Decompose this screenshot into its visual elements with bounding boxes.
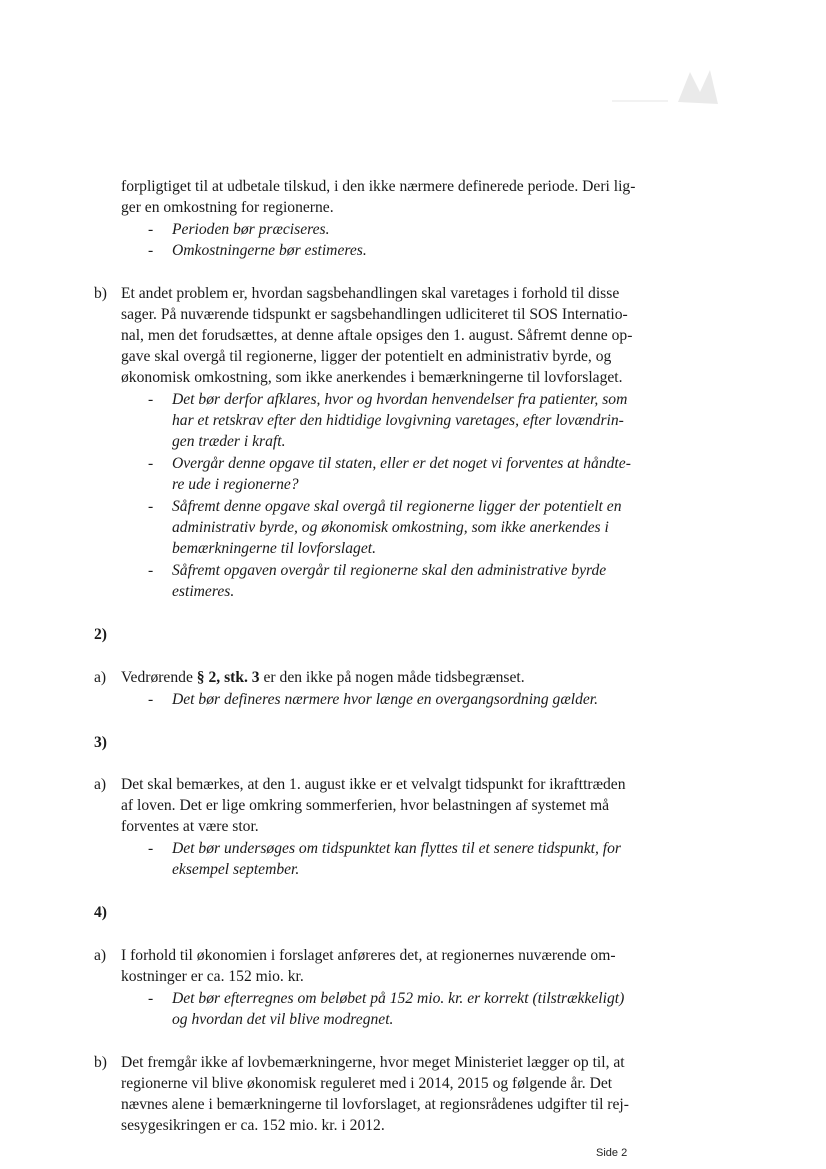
item-b-bullet-2-line-1: Overgår denne opgave til staten, eller er det noget vi forventes at håndte- <box>172 455 631 472</box>
intro-line-2: ger en omkostning for regionerne. <box>121 199 334 216</box>
intro-bullet-2: Omkostningerne bør estimeres. <box>172 242 367 259</box>
section4b-line-4: sesygesikringen er ca. 152 mio. kr. i 2012. <box>121 1117 385 1134</box>
section2-line-1: Vedrørende § 2, stk. 3 er den ikke på nogen måde tidsbegrænset. <box>121 669 525 686</box>
bullet-dash: - <box>148 221 154 238</box>
item-b-bullet-2-line-2: re ude i regionerne? <box>172 476 299 493</box>
logo-watermark-icon <box>672 62 724 114</box>
section4b-line-2: regionerne vil blive økonomisk reguleret med i 2014, 2015 og følgende år. Det <box>121 1075 613 1092</box>
bullet-dash: - <box>148 562 154 579</box>
intro-bullet-1: Perioden bør præciseres. <box>172 221 330 238</box>
item-b-bullet-4-line-1: Såfremt opgaven overgår til regionerne skal den administrative byrde <box>172 562 607 579</box>
section-number-3: 3) <box>94 734 107 751</box>
item-b-line-3: nal, men det forudsættes, at denne aftale opsiges den 1. august. Såfremt denne op- <box>121 327 633 344</box>
section4a-bullet-line-1: Det bør efterregnes om beløbet på 152 mio. kr. er korrekt (tilstrækkeligt) <box>172 990 625 1007</box>
section3-line-1: Det skal bemærkes, at den 1. august ikke er et velvalgt tidspunkt for ikrafttræden <box>121 776 626 793</box>
item-marker-a: a) <box>94 947 107 964</box>
item-b-bullet-3-line-2: administrativ byrde, og økonomisk omkostning, som ikke anerkendes i <box>172 519 609 536</box>
item-b-line-1: Et andet problem er, hvordan sagsbehandlingen skal varetages i forhold til disse <box>121 285 620 302</box>
section3-bullet-line-2: eksempel september. <box>172 861 300 878</box>
section4b-line-1: Det fremgår ikke af lovbemærkningerne, hvor meget Ministeriet lægger op til, at <box>121 1054 625 1071</box>
item-b-bullet-1-line-3: gen træder i kraft. <box>172 433 286 450</box>
section3-line-2: af loven. Det er lige omkring sommerferien, hvor belastningen af systemet må <box>121 797 610 814</box>
item-b-line-2: sager. På nuværende tidspunkt er sagsbehandlingen udliciteret til SOS Internatio- <box>121 306 628 323</box>
bullet-dash: - <box>148 990 154 1007</box>
item-marker-a: a) <box>94 776 107 793</box>
section3-bullet-line-1: Det bør undersøges om tidspunktet kan flyttes til et senere tidspunkt, for <box>172 840 621 857</box>
section3-line-3: forventes at være stor. <box>121 818 259 835</box>
section4a-line-1: I forhold til økonomien i forslaget anføreres det, at regionernes nuværende om- <box>121 947 616 964</box>
item-marker-b: b) <box>94 1054 107 1071</box>
item-b-bullet-1-line-2: har et retskrav efter den hidtidige lovgivning varetages, efter lovændrin- <box>172 412 624 429</box>
item-b-bullet-3-line-3: bemærkningerne til lovforslaget. <box>172 540 376 557</box>
section4a-line-2: kostninger er ca. 152 mio. kr. <box>121 968 304 985</box>
item-b-bullet-4-line-2: estimeres. <box>172 583 235 600</box>
item-marker-a: a) <box>94 669 107 686</box>
item-b-line-5: økonomisk omkostning, som ikke anerkendes i bemærkningerne til lovforslaget. <box>121 369 623 386</box>
section-number-4: 4) <box>94 904 107 921</box>
page-number: Side 2 <box>596 1147 628 1159</box>
header-faint-line <box>612 100 668 102</box>
bullet-dash: - <box>148 840 154 857</box>
intro-line-1: forpligtiget til at udbetale tilskud, i den ikke nærmere definerede periode. Deri lig- <box>121 178 636 195</box>
bullet-dash: - <box>148 691 154 708</box>
bullet-dash: - <box>148 498 154 515</box>
item-b-line-4: gave skal overgå til regionerne, ligger der potentielt en administrativ byrde, og <box>121 348 612 365</box>
item-b-bullet-3-line-1: Såfremt denne opgave skal overgå til regionerne ligger der potentielt en <box>172 498 622 515</box>
section4a-bullet-line-2: og hvordan det vil blive modregnet. <box>172 1011 394 1028</box>
section4b-line-3: nævnes alene i bemærkningerne til lovforslaget, at regionsrådenes udgifter til rej- <box>121 1096 629 1113</box>
item-marker-b: b) <box>94 285 107 302</box>
bullet-dash: - <box>148 455 154 472</box>
item-b-bullet-1-line-1: Det bør derfor afklares, hvor og hvordan henvendelser fra patienter, som <box>172 391 628 408</box>
section-number-2: 2) <box>94 626 107 643</box>
bullet-dash: - <box>148 242 154 259</box>
section2-bullet: Det bør defineres nærmere hvor længe en overgangsordning gælder. <box>172 691 599 708</box>
bullet-dash: - <box>148 391 154 408</box>
